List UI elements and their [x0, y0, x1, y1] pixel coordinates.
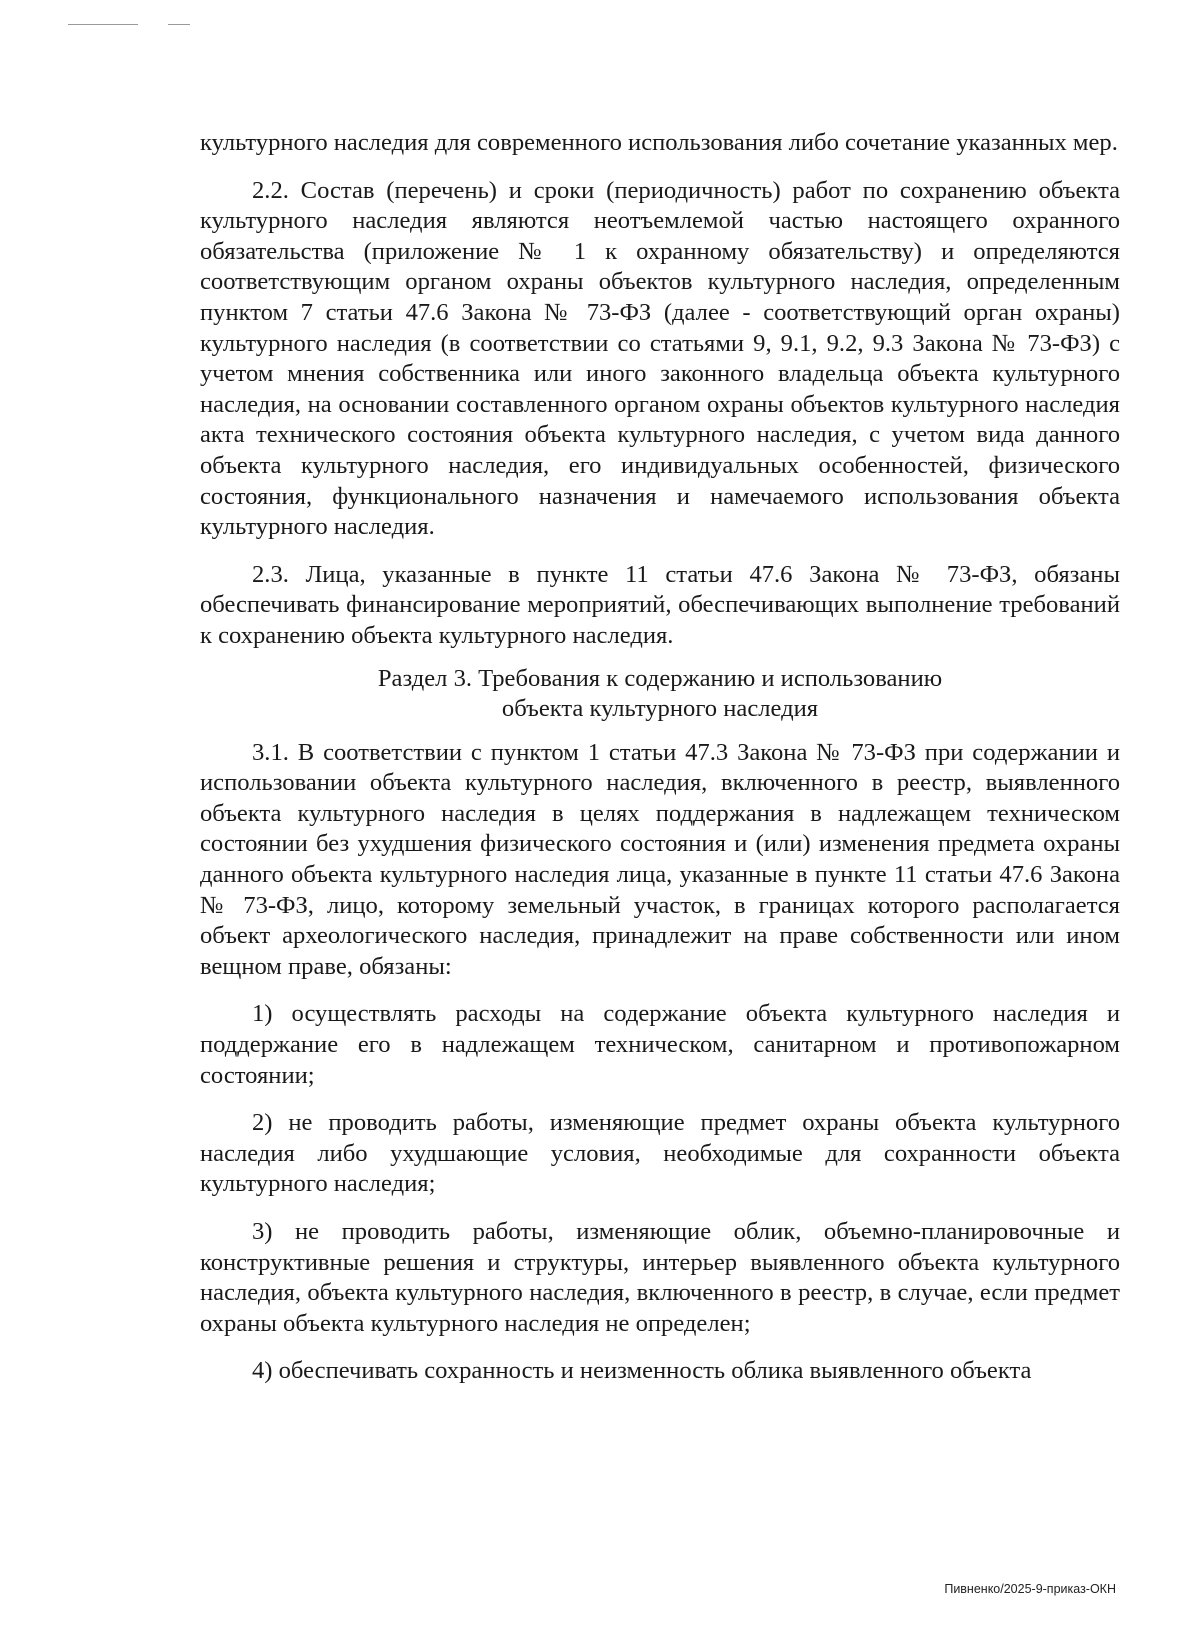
section-heading-line1: Раздел 3. Требования к содержанию и использованию: [377, 664, 943, 692]
section-heading-line2: объекта культурного наследия: [501, 695, 819, 723]
paragraph-2-3: 2.3. Лица, указанные в пункте 11 статьи 47.6 Закона № 73-ФЗ, обязаны обеспечивать финансирование мероприятий, обеспечивающих выполнение требований к сохранению объекта культурного наследия.: [200, 560, 1120, 649]
list-item-3: 3) не проводить работы, изменяющие облик, объемно-планировочные и конструктивные решения и структуры, интерьер выявленного объекта культурного наследия, объекта культурного наследия, включенного в реестр, в случае, если предмет охраны объекта культурного наследия не определен;: [200, 1218, 1120, 1337]
scan-artifact-line: [168, 24, 190, 25]
list-item-1: 1) осуществлять расходы на содержание объекта культурного наследия и поддержание его в надлежащем техническом, санитарном и противопожарном состоянии;: [200, 1000, 1120, 1089]
scan-artifact-line: [68, 24, 138, 25]
document-body: [200, 128, 1120, 1387]
list-item-2: 2) не проводить работы, изменяющие предмет охраны объекта культурного наследия либо ухудшающие условия, необходимые для сохранности объекта культурного наследия;: [200, 1109, 1120, 1198]
document-footer-code: Пивненко/2025-9-приказ-ОКН: [944, 1582, 1116, 1596]
paragraph-2-2: 2.2. Состав (перечень) и сроки (периодичность) работ по сохранению объекта культурного наследия являются неотъемлемой частью настоящего охранного обязательства (приложение № 1 к охранному обязательству) и определяются соответствующим органом охраны объектов культурного наследия, определенным пунктом 7 статьи 47.6 Закона № 73-ФЗ (далее - соответствующий орган охраны) культурного наследия (в соответствии со статьями 9, 9.1, 9.2, 9.3 Закона № 73-ФЗ) с учетом мнения собственника или иного законного владельца объекта культурного наследия, на основании составленного органом охраны объектов культурного наследия акта технического состояния объекта культурного наследия, с учетом вида данного объекта культурного наследия, его индивидуальных особенностей, физического состояния, функционального назначения и намечаемого использования объекта культурного наследия.: [200, 176, 1120, 541]
paragraph-3-1: 3.1. В соответствии с пунктом 1 статьи 47.3 Закона № 73-ФЗ при содержании и использовании объекта культурного наследия, включенного в реестр, выявленного объекта культурного наследия в целях поддержания в надлежащем техническом состоянии без ухудшения физического состояния и (или) изменения предмета охраны данного объекта культурного наследия лица, указанные в пункте 11 статьи 47.6 Закона № 73-ФЗ, лицо, которому земельный участок, в границах которого располагается объект археологического наследия, принадлежит на праве собственности или ином вещном праве, обязаны:: [200, 738, 1120, 980]
list-item-4: 4) обеспечивать сохранность и неизменность облика выявленного объекта: [252, 1357, 1032, 1385]
paragraph-continuation: культурного наследия для современного использования либо сочетание указанных мер.: [200, 129, 1118, 156]
section-heading: [200, 652, 1120, 738]
